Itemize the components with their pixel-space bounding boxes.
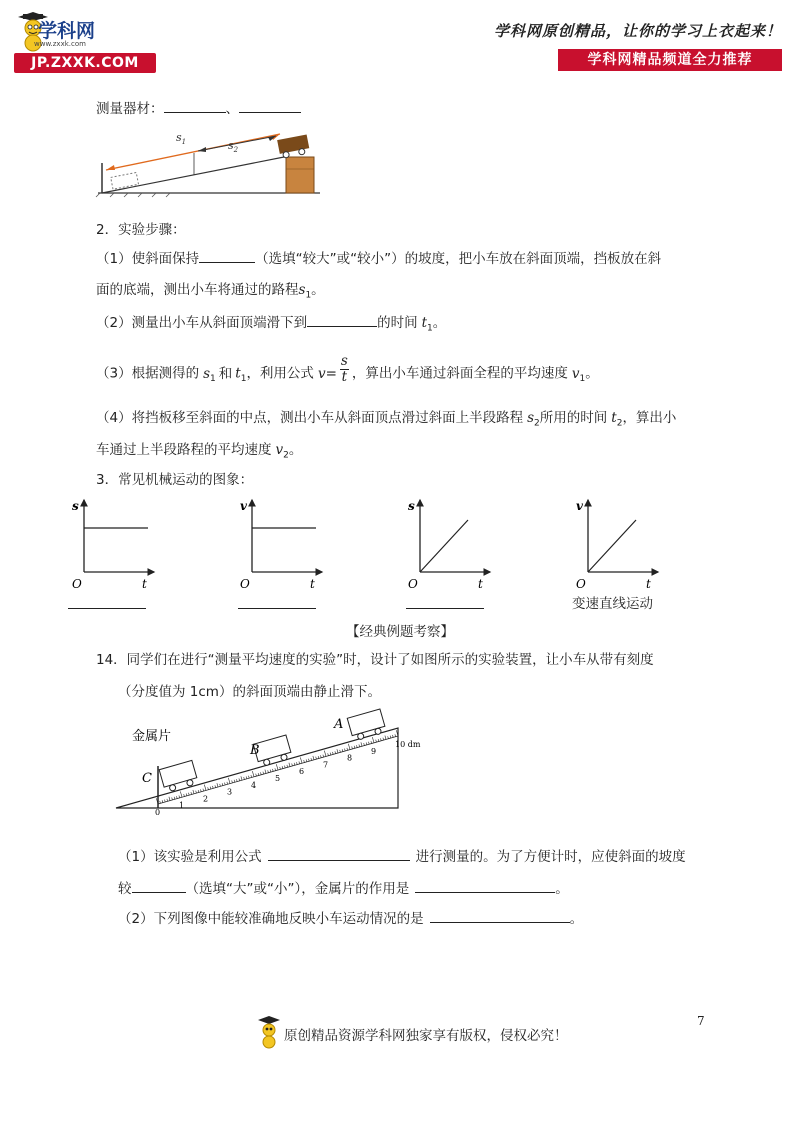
item4-text-b: 所用的时间 — [539, 410, 608, 426]
car-b-label: B — [250, 743, 260, 758]
p2-end: 。 — [569, 911, 584, 927]
item3-text-a: （3）根据测得的 — [96, 365, 200, 382]
graph4-x-label: t — [646, 577, 651, 591]
p1-end: 。 — [555, 881, 569, 897]
graph2-origin: O — [240, 577, 250, 591]
p2-blank — [430, 908, 570, 923]
step2-item1-line2 — [96, 280, 325, 306]
car-c-label: C — [142, 771, 152, 786]
graph3-y-label: s — [408, 499, 415, 513]
graph3-origin: O — [408, 577, 418, 591]
tools-label: 测量器材： — [96, 101, 164, 117]
p2-text-a: （2）下列图像中能较准确地反映小车运动情况的是 — [118, 911, 424, 927]
ruler-tick-label: 10 dm — [395, 740, 421, 749]
item3-end: 。 — [585, 365, 599, 382]
item3-s-sub: 1 — [210, 374, 216, 385]
s1-label: $s_1$ — [176, 131, 187, 146]
footer-mascot-icon — [258, 1016, 280, 1050]
cart-icon — [277, 134, 310, 158]
item3-den: t — [341, 369, 348, 385]
item4-end: 。 — [288, 442, 303, 458]
page-number: 7 — [697, 1014, 705, 1028]
item3-v1: v — [571, 365, 580, 382]
p1-text-a: （1）该实验是利用公式 — [118, 849, 262, 865]
tools-blank-1 — [164, 98, 226, 113]
item4-v-sub: 2 — [283, 450, 289, 461]
logo-name: 学科网 — [38, 20, 96, 42]
step3-heading: 3．常见机械运动的图象： — [96, 472, 254, 488]
item2-text-b: 的时间 — [377, 315, 418, 331]
graph1-caption-blank — [68, 608, 146, 609]
ruler-tick-label: 7 — [323, 760, 329, 770]
graph3-caption-blank — [406, 608, 484, 609]
ruler-tick-label: 2 — [203, 794, 209, 804]
graph-s-t-linear — [404, 494, 504, 590]
q14-part1-line2 — [118, 878, 569, 899]
item1-text-a: （1）使斜面保持 — [96, 251, 200, 267]
graph2-x-label: t — [310, 577, 315, 591]
item2-text-a: （2）测量出小车从斜面顶端滑下到 — [96, 315, 308, 331]
ruler-tick-label: 4 — [251, 780, 257, 790]
p1-blank-slope — [132, 878, 186, 893]
graph-s-t-constant — [68, 494, 168, 590]
item3-num: s — [340, 353, 348, 369]
graph1-origin: O — [72, 577, 82, 591]
p1-text-d: （选填“大”或“小”），金属片的作用是 — [185, 881, 410, 897]
logo-url: www.zxxk.com — [34, 40, 86, 48]
ruler-tick-label: 9 — [371, 746, 377, 756]
ruler-tick-label: 1 — [179, 801, 185, 811]
item1-text-c: 面的底端，测出小车将通过的路程 — [96, 282, 299, 298]
incline-figure — [94, 125, 326, 197]
graph-v-t-linear — [572, 494, 672, 590]
graph-v-t-constant — [236, 494, 336, 590]
ruler-tick-label: 3 — [227, 787, 233, 797]
car-a-label: A — [334, 717, 344, 732]
graph2-y-label: v — [240, 499, 247, 513]
step2-item2 — [96, 312, 446, 339]
item3-text-b: ，利用公式 — [246, 365, 314, 382]
item4-s: s — [527, 410, 535, 426]
graph1-y-label: s — [72, 499, 79, 513]
step2-item4-line1 — [96, 408, 676, 434]
ruler-tick-label: 5 — [275, 774, 281, 783]
item4-v: v — [275, 442, 284, 458]
item4-s-sub: 2 — [534, 418, 540, 429]
step2-item1-line1 — [96, 248, 661, 269]
item3-v: v= — [317, 365, 337, 382]
item4-t-sub: 2 — [616, 418, 623, 429]
item2-end: 。 — [432, 315, 447, 331]
example-title: 【经典例题考察】 — [346, 624, 454, 640]
s2-label: $s_2$ — [228, 139, 239, 154]
item3-t: t — [235, 365, 241, 382]
item2-sub: 1 — [427, 323, 433, 334]
footer-text: 原创精品资源学科网独家享有版权，侵权必究！ — [284, 1028, 568, 1044]
item3-v1-sub: 1 — [579, 374, 586, 385]
item3-and: 和 — [218, 365, 233, 382]
graph4-origin: O — [576, 577, 586, 591]
incline-ruler-figure — [112, 706, 421, 830]
p1-blank-formula — [268, 846, 410, 861]
graph4-y-label: v — [576, 499, 583, 513]
item2-var: t — [421, 315, 428, 331]
logo-badge: JP.ZXXK.COM — [14, 53, 156, 73]
tools-sep: 、 — [225, 101, 239, 117]
step2-item4-line2 — [96, 440, 302, 466]
item2-blank — [307, 312, 377, 327]
ruler-tick-label: 6 — [299, 767, 305, 777]
item4-text-d: 车通过上半段路程的平均速度 — [96, 442, 272, 458]
metal-label: 金属片 — [132, 729, 172, 744]
item4-text-c: ，算出小 — [622, 410, 677, 426]
header-slogan: 学科网原创精品，让你的学习上衣起来！ — [493, 22, 782, 40]
item3-s: s — [203, 365, 211, 382]
graph4-caption: 变速直线运动 — [572, 596, 653, 612]
graph2-caption-blank — [238, 608, 316, 609]
graph1-x-label: t — [142, 577, 147, 591]
item4-t: t — [611, 410, 617, 426]
header-banner: 学科网精品频道全力推荐 — [558, 49, 782, 71]
item4-text-a: （4）将挡板移至斜面的中点，测出小车从斜面顶点滑过斜面上半段路程 — [96, 410, 524, 426]
item1-end: 。 — [311, 282, 325, 298]
q14-line2: （分度值为 1cm）的斜面顶端由静止滑下。 — [118, 684, 381, 700]
q14-part1-line1 — [118, 846, 686, 867]
tools-blank-2 — [239, 98, 301, 113]
item1-blank — [199, 248, 255, 263]
p1-blank-metal — [415, 878, 555, 893]
tools-line — [96, 98, 301, 119]
item1-text-b: （选填“较大”或“较小”）的坡度，把小车放在斜面顶端，挡板放在斜 — [255, 251, 662, 267]
step2-item3 — [96, 353, 599, 389]
q14-part2 — [118, 908, 583, 929]
item3-text-c: ，算出小车通过斜面全程的平均速度 — [351, 365, 568, 382]
ruler-tick-label: 0 — [155, 808, 161, 817]
p1-text-b: 进行测量的。为了方便计时，应使斜面的坡度 — [415, 849, 686, 865]
ruler-tick-label: 8 — [347, 753, 353, 763]
item1-var: s — [298, 282, 306, 298]
item3-t-sub: 1 — [240, 374, 247, 385]
step2-heading: 2．实验步骤： — [96, 222, 186, 238]
item1-sub: 1 — [305, 290, 312, 301]
p1-text-c: 较 — [118, 881, 132, 897]
q14-line1: 14．同学们在进行“测量平均速度的实验”时，设计了如图所示的实验装置，让小车从带有刻度 — [96, 652, 654, 668]
graph3-x-label: t — [478, 577, 483, 591]
item3-fraction — [340, 354, 349, 385]
